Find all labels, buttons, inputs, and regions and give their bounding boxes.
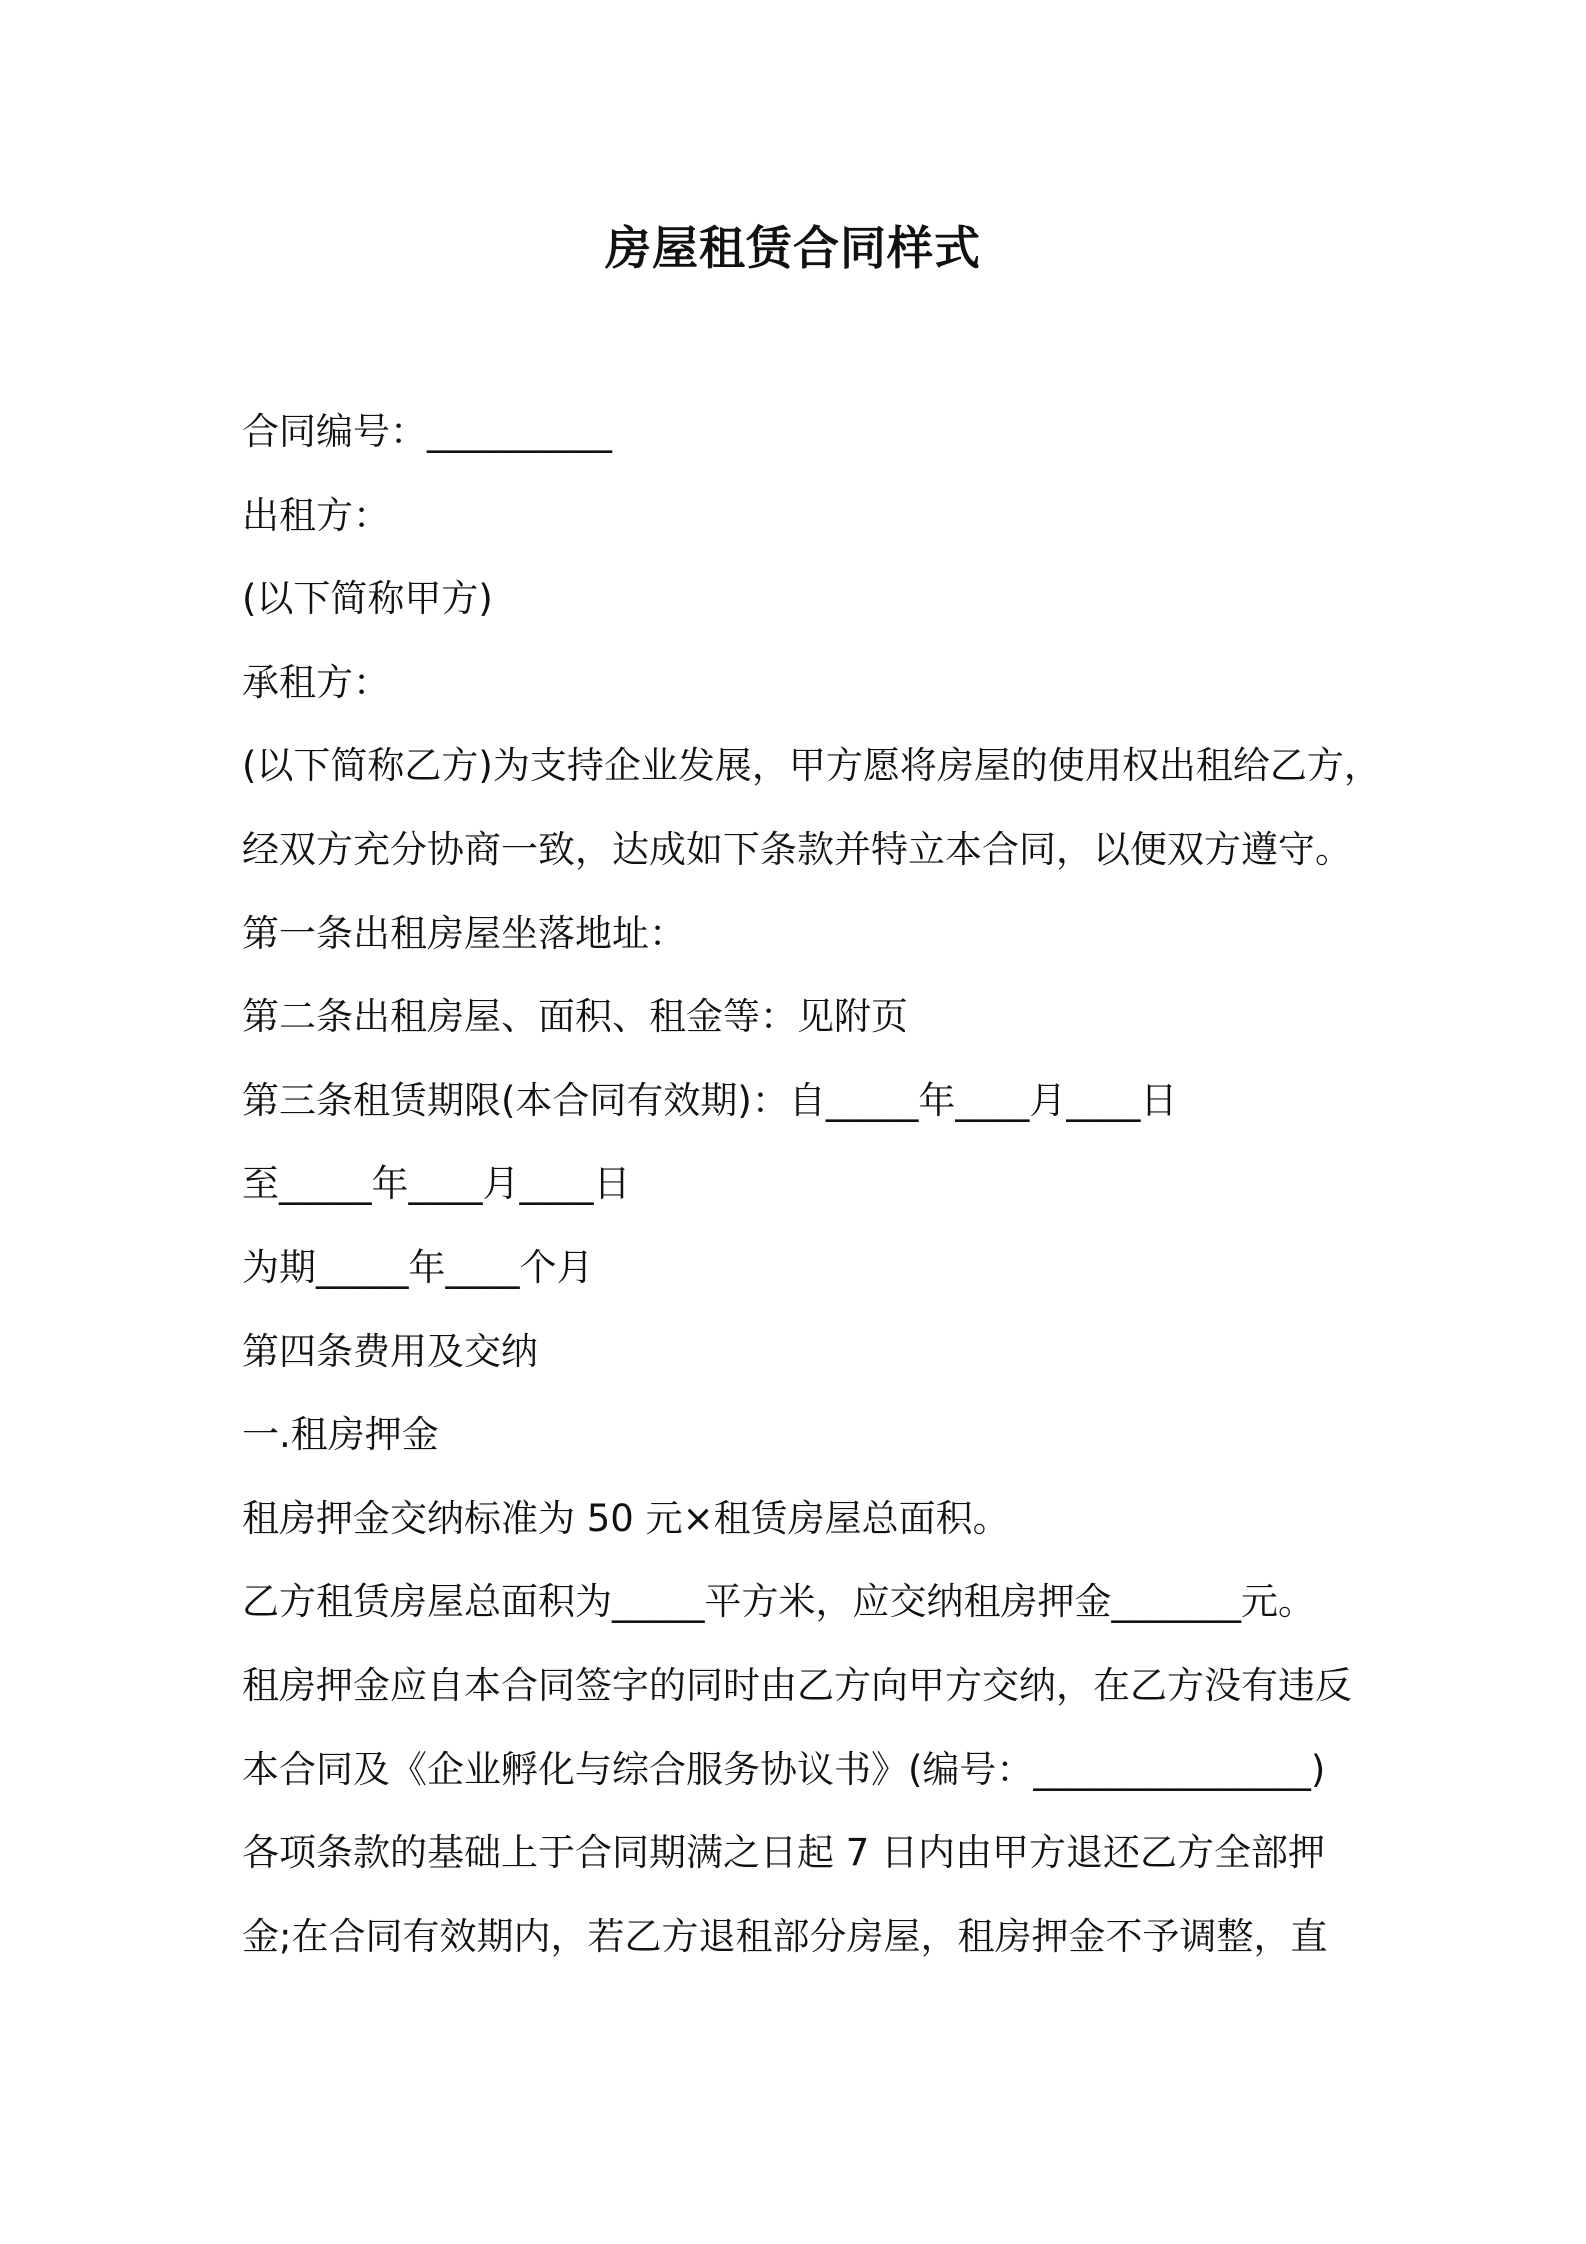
deposit-standard-line: 租房押金交纳标准为 50 元×租赁房屋总面积。 — [242, 1496, 1010, 1540]
lessor-line: 出租方： — [242, 493, 390, 537]
preamble-line-2: 经双方充分协商一致，达成如下条款并特立本合同，以便双方遵守。 — [242, 827, 1352, 871]
article-2-line: 第二条出租房屋、面积、租金等：见附页 — [242, 995, 908, 1039]
deposit-terms-line-4: 金;在合同有效期内，若乙方退租部分房屋，租房押金不予调整，直 — [242, 1914, 1328, 1958]
document-body — [242, 408, 1402, 1996]
deposit-area-line: 乙方租赁房屋总面积为_____平方米，应交纳租房押金_______元。 — [242, 1580, 1315, 1624]
article-3-line-3: 为期_____年____个月 — [242, 1245, 594, 1289]
article-3-line-1: 第三条租赁期限(本合同有效期)：自_____年____月____日 — [242, 1078, 1178, 1122]
lessor-abbrev-line: (以下简称甲方) — [242, 577, 493, 621]
article-4-heading: 第四条费用及交纳 — [242, 1329, 538, 1373]
deposit-terms-line-3: 各项条款的基础上于合同期满之日起 7 日内由甲方退还乙方全部押 — [242, 1831, 1326, 1875]
preamble-line-1: (以下简称乙方)为支持企业发展，甲方愿将房屋的使用权出租给乙方， — [242, 744, 1381, 788]
contract-number-line: 合同编号：__________ — [242, 410, 612, 453]
deposit-terms-line-1: 租房押金应自本合同签字的同时由乙方向甲方交纳，在乙方没有违反 — [242, 1663, 1352, 1707]
article-1-line: 第一条出租房屋坐落地址： — [242, 911, 686, 955]
deposit-heading: 一.租房押金 — [242, 1413, 439, 1457]
document-title: 房屋租赁合同样式 — [605, 221, 981, 275]
article-3-line-2: 至_____年____月____日 — [242, 1162, 631, 1206]
lessee-line: 承租方： — [242, 660, 390, 704]
deposit-terms-line-2: 本合同及《企业孵化与综合服务协议书》(编号：_______________) — [242, 1747, 1326, 1791]
